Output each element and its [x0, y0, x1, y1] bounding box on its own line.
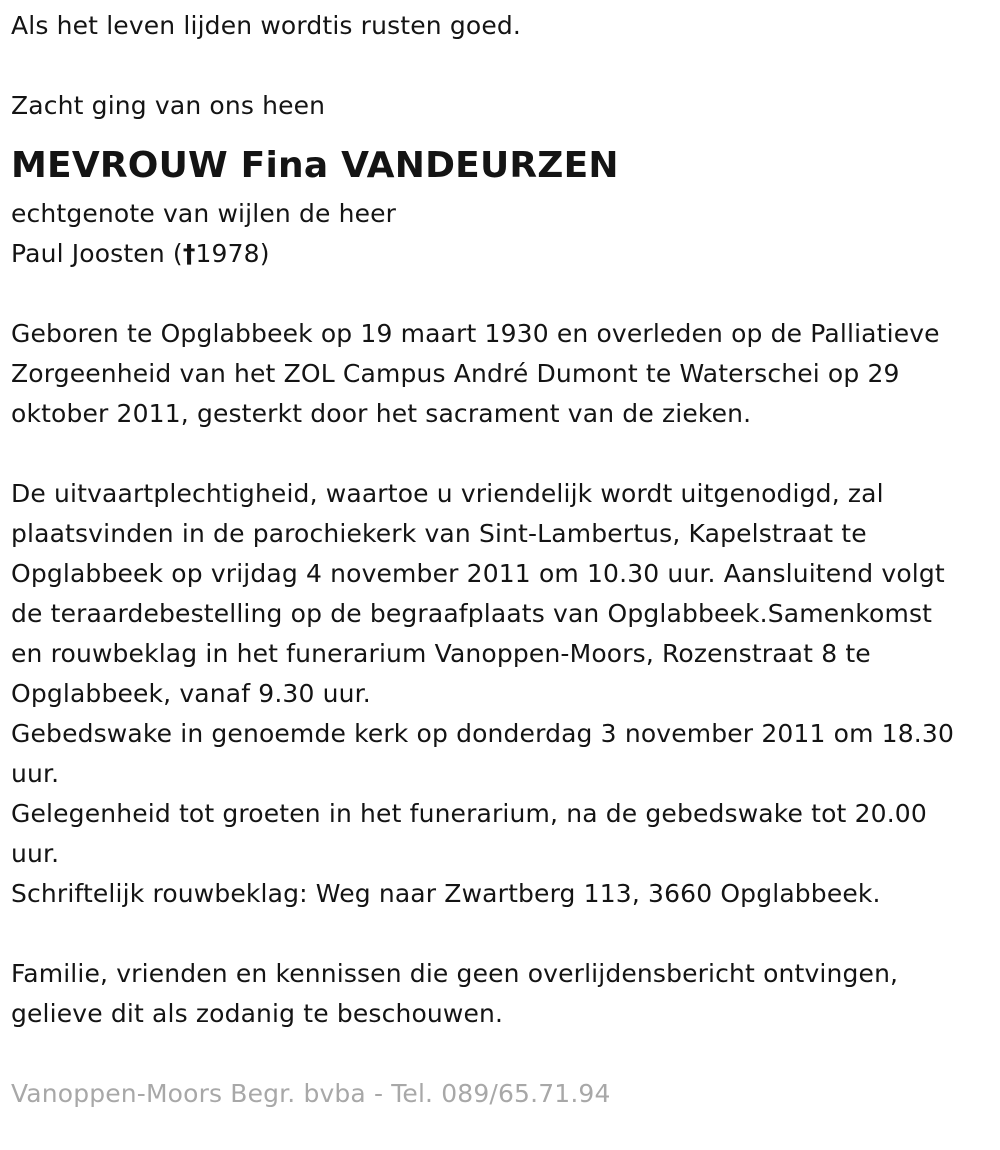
spouse-name: Paul Joosten ( [11, 239, 183, 268]
wake-line: uur. [11, 759, 60, 788]
notice-line: gelieve dit als zodanig te beschouwen. [11, 999, 504, 1028]
birth-death-paragraph-line: Zorgeenheid van het ZOL Campus André Dumont te Waterschei op 29 [11, 359, 900, 388]
notice-line: Familie, vrienden en kennissen die geen overlijdensbericht ontvingen, [11, 959, 899, 988]
funeral-paragraph-line: Opglabbeek, vanaf 9.30 uur. [11, 679, 371, 708]
deceased-name: MEVROUW Fina VANDEURZEN [11, 145, 619, 186]
birth-death-paragraph-line: Geboren te Opglabbeek op 19 maart 1930 en overleden op de Palliatieve [11, 319, 940, 348]
intro-text: Zacht ging van ons heen [11, 91, 326, 120]
spacer [11, 1034, 991, 1074]
visit-line: Gelegenheid tot groeten in het funerarium, na de gebedswake tot 20.00 [11, 799, 927, 828]
motto: Als het leven lijden wordtis rusten goed. [11, 11, 521, 40]
birth-death-paragraph-line: oktober 2011, gesterkt door het sacrament van de zieken. [11, 399, 752, 428]
visit-line: uur. [11, 839, 60, 868]
spacer [11, 46, 991, 86]
funeral-paragraph-line: plaatsvinden in de parochiekerk van Sint-Lambertus, Kapelstraat te [11, 519, 867, 548]
wake-line: Gebedswake in genoemde kerk op donderdag 3 november 2011 om 18.30 [11, 719, 955, 748]
spouse-line: echtgenote van wijlen de heer [11, 199, 397, 228]
funeral-paragraph-line: de teraardebestelling op de begraafplaats van Opglabbeek.Samenkomst [11, 599, 933, 628]
funeral-paragraph-line: Opglabbeek op vrijdag 4 november 2011 om 10.30 uur. Aansluitend volgt [11, 559, 945, 588]
spouse-death-year: 1978) [195, 239, 270, 268]
undertaker-footer: Vanoppen-Moors Begr. bvba - Tel. 089/65.71.94 [11, 1079, 611, 1108]
spacer [11, 274, 991, 314]
funeral-paragraph-line: De uitvaartplechtigheid, waartoe u vriendelijk wordt uitgenodigd, zal [11, 479, 884, 508]
spacer [11, 914, 991, 954]
obituary-notice [11, 6, 991, 1114]
condolence-address: Schriftelijk rouwbeklag: Weg naar Zwartberg 113, 3660 Opglabbeek. [11, 879, 881, 908]
cross-icon: † [182, 239, 196, 268]
funeral-paragraph-line: en rouwbeklag in het funerarium Vanoppen-Moors, Rozenstraat 8 te [11, 639, 871, 668]
spacer [11, 434, 991, 474]
spouse-name-line [11, 234, 991, 274]
